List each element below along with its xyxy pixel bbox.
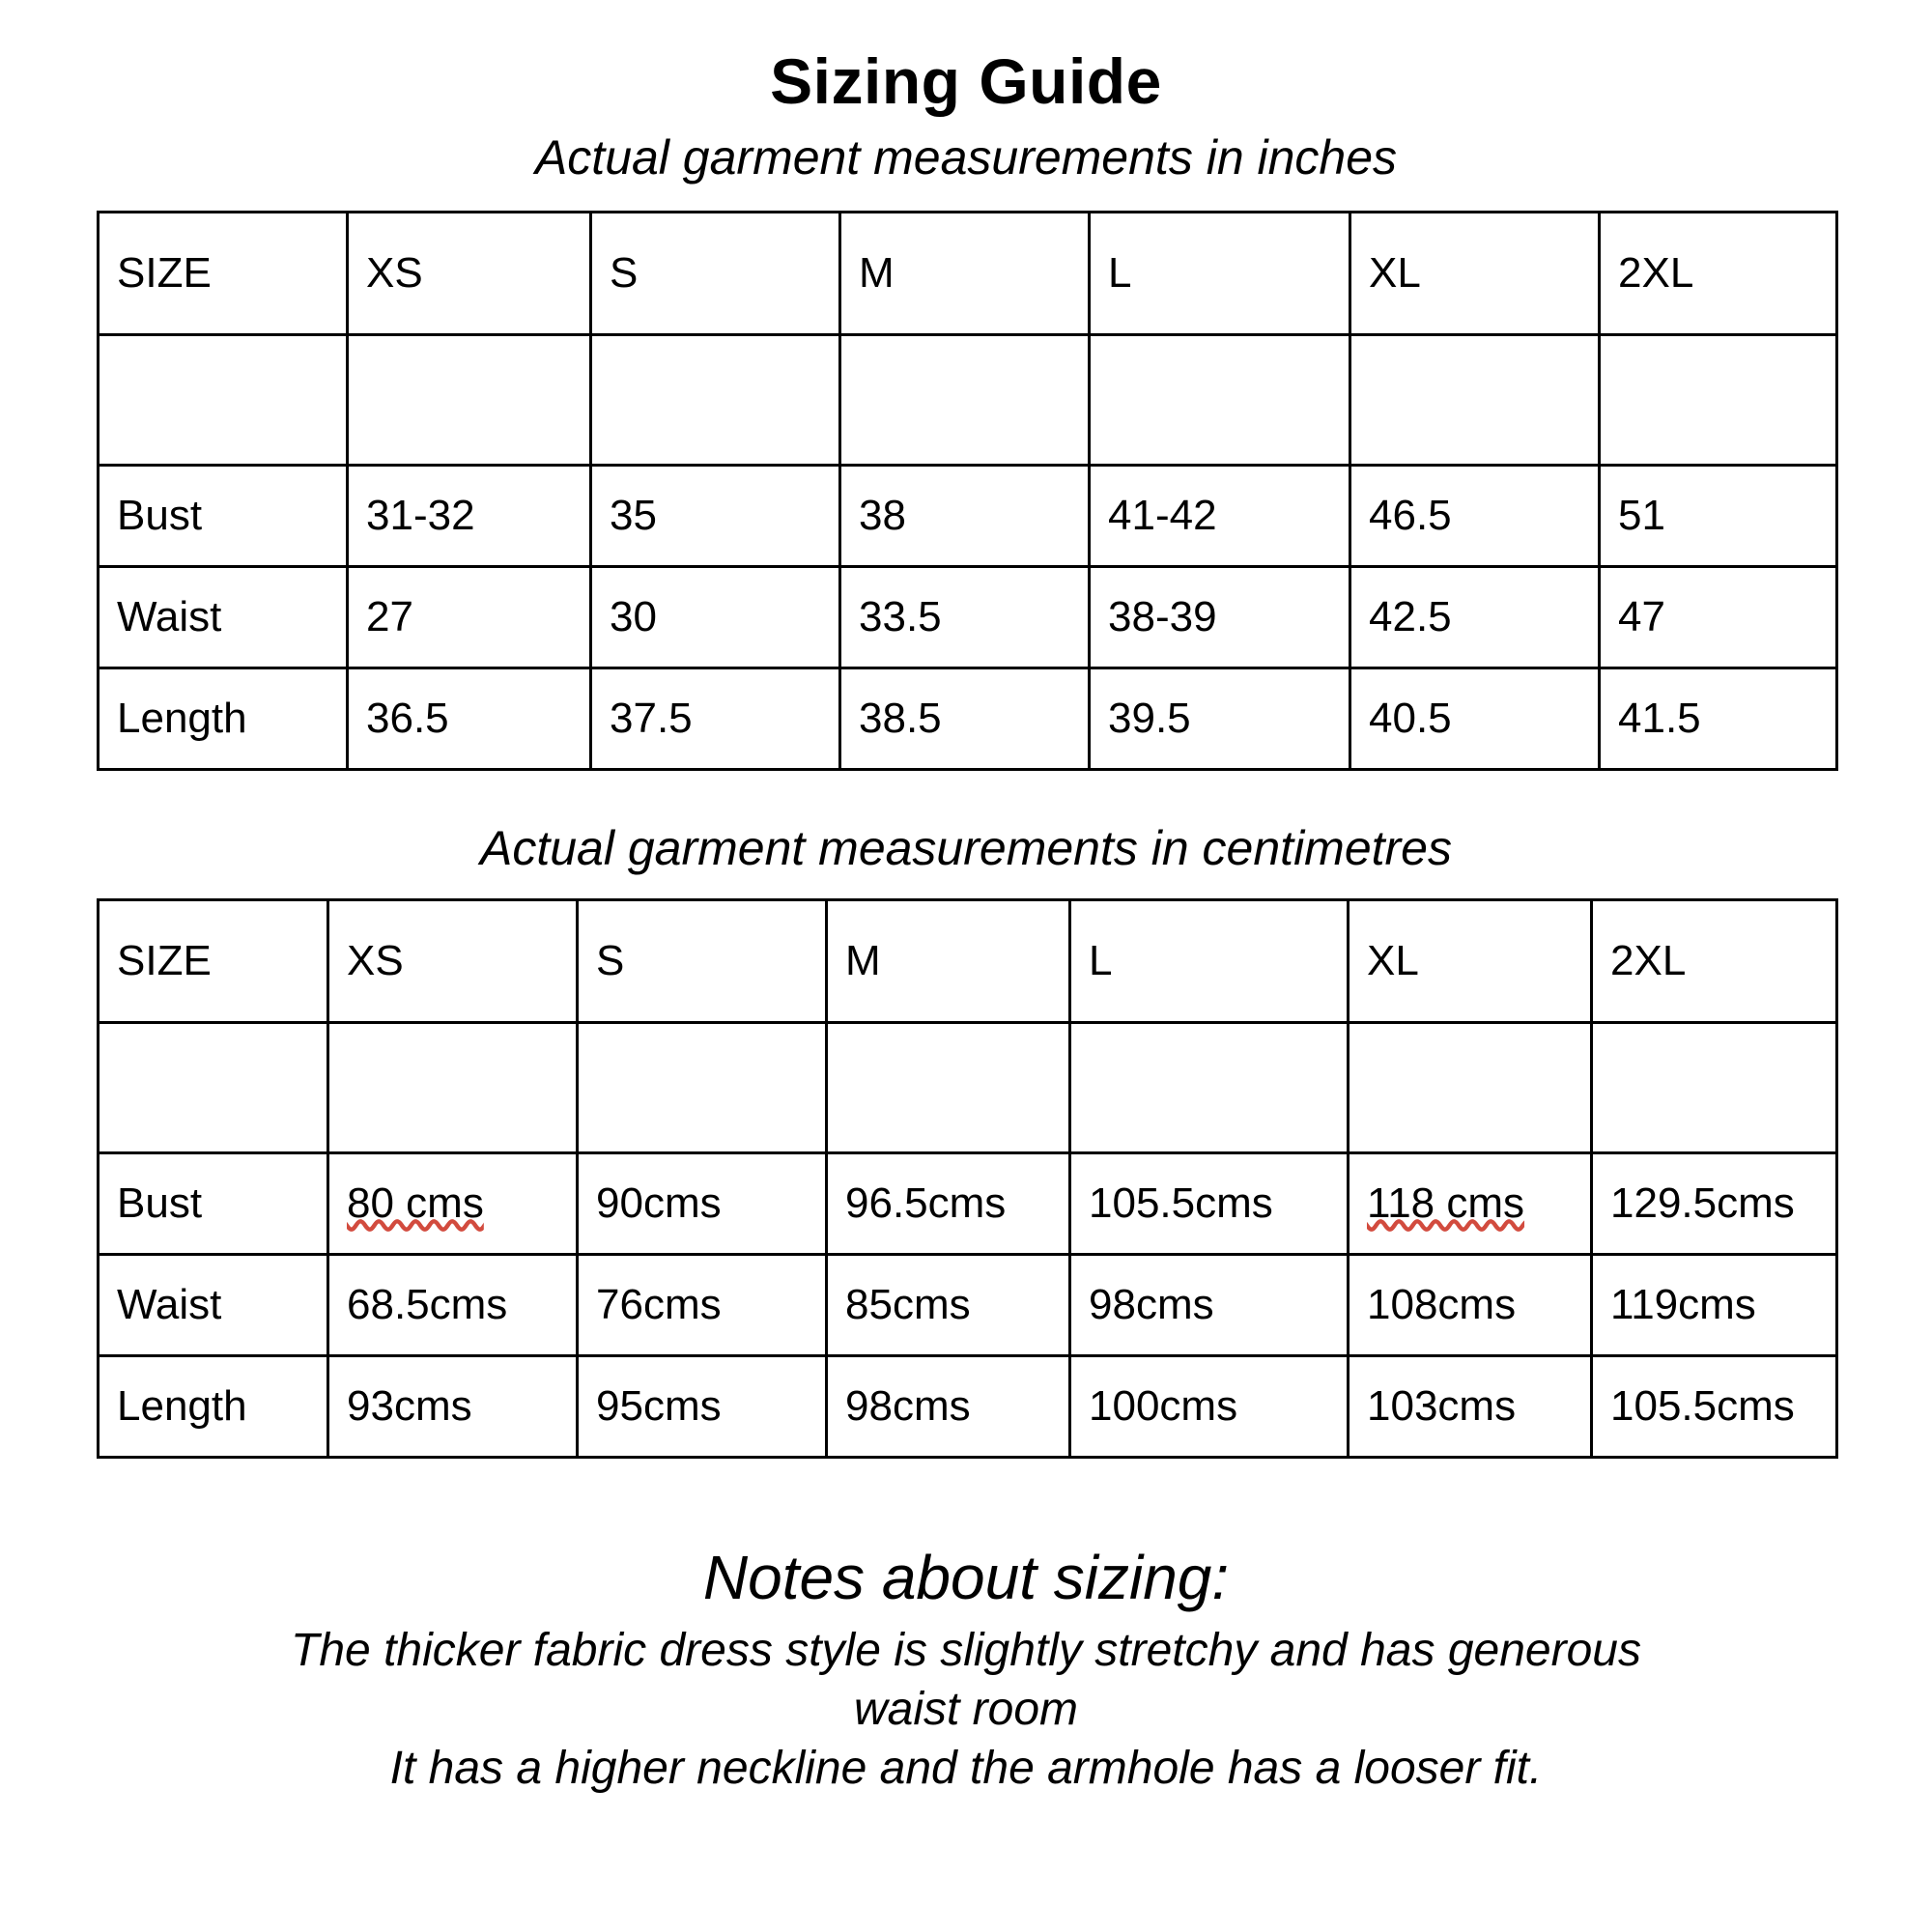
row-label-waist: Waist: [99, 1254, 328, 1355]
cell-waist-xs: 27: [348, 567, 591, 668]
notes-heading: Notes about sizing:: [702, 1542, 1230, 1612]
inches-measurements-table: [97, 211, 1838, 771]
cell-waist-xs: 68.5cms: [328, 1254, 578, 1355]
blank-cell: [578, 1022, 827, 1152]
cell-length-xl: 103cms: [1349, 1355, 1592, 1457]
cell-bust-s: 35: [591, 466, 840, 567]
column-header-s: S: [591, 213, 840, 335]
cell-waist-m: 85cms: [827, 1254, 1070, 1355]
blank-cell: [328, 1022, 578, 1152]
blank-cell: [348, 335, 591, 466]
blank-cell: [99, 335, 348, 466]
table-blank-row: [99, 1022, 1837, 1152]
notes-body: [97, 1621, 1835, 1799]
column-header-m: M: [827, 899, 1070, 1022]
cell-waist-s: 76cms: [578, 1254, 827, 1355]
blank-cell: [1350, 335, 1600, 466]
cell-length-xs: 93cms: [328, 1355, 578, 1457]
blank-cell: [827, 1022, 1070, 1152]
column-header-size: SIZE: [99, 213, 348, 335]
column-header-xs: XS: [328, 899, 578, 1022]
cell-waist-m: 33.5: [840, 567, 1090, 668]
cell-length-xl: 40.5: [1350, 668, 1600, 770]
column-header-size: SIZE: [99, 899, 328, 1022]
table-blank-row: [99, 335, 1837, 466]
cell-bust-xl: 46.5: [1350, 466, 1600, 567]
table-row: [99, 1355, 1837, 1457]
column-header-xl: XL: [1350, 213, 1600, 335]
cell-bust-l: 41-42: [1090, 466, 1350, 567]
column-header-m: M: [840, 213, 1090, 335]
row-label-waist: Waist: [99, 567, 348, 668]
table-header-row: [99, 899, 1837, 1022]
row-label-bust: Bust: [99, 1152, 328, 1254]
cell-bust-l: 105.5cms: [1070, 1152, 1349, 1254]
cell-waist-2xl: 119cms: [1592, 1254, 1837, 1355]
column-header-l: L: [1070, 899, 1349, 1022]
table-row: [99, 1254, 1837, 1355]
table-header-row: [99, 213, 1837, 335]
cell-waist-l: 38-39: [1090, 567, 1350, 668]
cell-bust-xl-value: 118 cms: [1367, 1179, 1525, 1227]
cell-bust-xl: [1349, 1152, 1592, 1254]
cell-bust-2xl: 129.5cms: [1592, 1152, 1837, 1254]
blank-cell: [1349, 1022, 1592, 1152]
cell-length-m: 38.5: [840, 668, 1090, 770]
cell-length-s: 37.5: [591, 668, 840, 770]
column-header-s: S: [578, 899, 827, 1022]
cell-bust-xs: [328, 1152, 578, 1254]
cell-length-m: 98cms: [827, 1355, 1070, 1457]
cms-section-heading: Actual garment measurements in centimetres: [480, 821, 1452, 876]
blank-cell: [1070, 1022, 1349, 1152]
blank-cell: [591, 335, 840, 466]
cell-length-l: 100cms: [1070, 1355, 1349, 1457]
blank-cell: [840, 335, 1090, 466]
table-row: [99, 466, 1837, 567]
cell-bust-2xl: 51: [1600, 466, 1837, 567]
cell-waist-s: 30: [591, 567, 840, 668]
row-label-bust: Bust: [99, 466, 348, 567]
blank-cell: [99, 1022, 328, 1152]
cell-length-xs: 36.5: [348, 668, 591, 770]
blank-cell: [1090, 335, 1350, 466]
column-header-2xl: 2XL: [1600, 213, 1837, 335]
cms-measurements-table: [97, 898, 1838, 1459]
inches-section-heading: Actual garment measurements in inches: [534, 129, 1398, 185]
row-label-length: Length: [99, 1355, 328, 1457]
cell-bust-m: 96.5cms: [827, 1152, 1070, 1254]
blank-cell: [1600, 335, 1837, 466]
row-label-length: Length: [99, 668, 348, 770]
cell-length-2xl: 105.5cms: [1592, 1355, 1837, 1457]
cell-bust-xs-value: 80 cms: [347, 1179, 484, 1227]
cell-length-l: 39.5: [1090, 668, 1350, 770]
cell-waist-xl: 108cms: [1349, 1254, 1592, 1355]
cell-bust-m: 38: [840, 466, 1090, 567]
cell-bust-s: 90cms: [578, 1152, 827, 1254]
table-row: [99, 1152, 1837, 1254]
cell-length-s: 95cms: [578, 1355, 827, 1457]
notes-line: It has a higher neckline and the armhole has a looser fit.: [389, 1743, 1543, 1795]
column-header-2xl: 2XL: [1592, 899, 1837, 1022]
column-header-l: L: [1090, 213, 1350, 335]
cell-waist-xl: 42.5: [1350, 567, 1600, 668]
cell-waist-2xl: 47: [1600, 567, 1837, 668]
cell-length-2xl: 41.5: [1600, 668, 1837, 770]
table-row: [99, 567, 1837, 668]
column-header-xl: XL: [1349, 899, 1592, 1022]
blank-cell: [1592, 1022, 1837, 1152]
page-title: Sizing Guide: [770, 45, 1162, 117]
notes-line: The thicker fabric dress style is slightly stretchy and has generous: [291, 1624, 1641, 1676]
column-header-xs: XS: [348, 213, 591, 335]
table-row: [99, 668, 1837, 770]
cell-waist-l: 98cms: [1070, 1254, 1349, 1355]
notes-line: waist room: [853, 1684, 1079, 1736]
cell-bust-xs: 31-32: [348, 466, 591, 567]
